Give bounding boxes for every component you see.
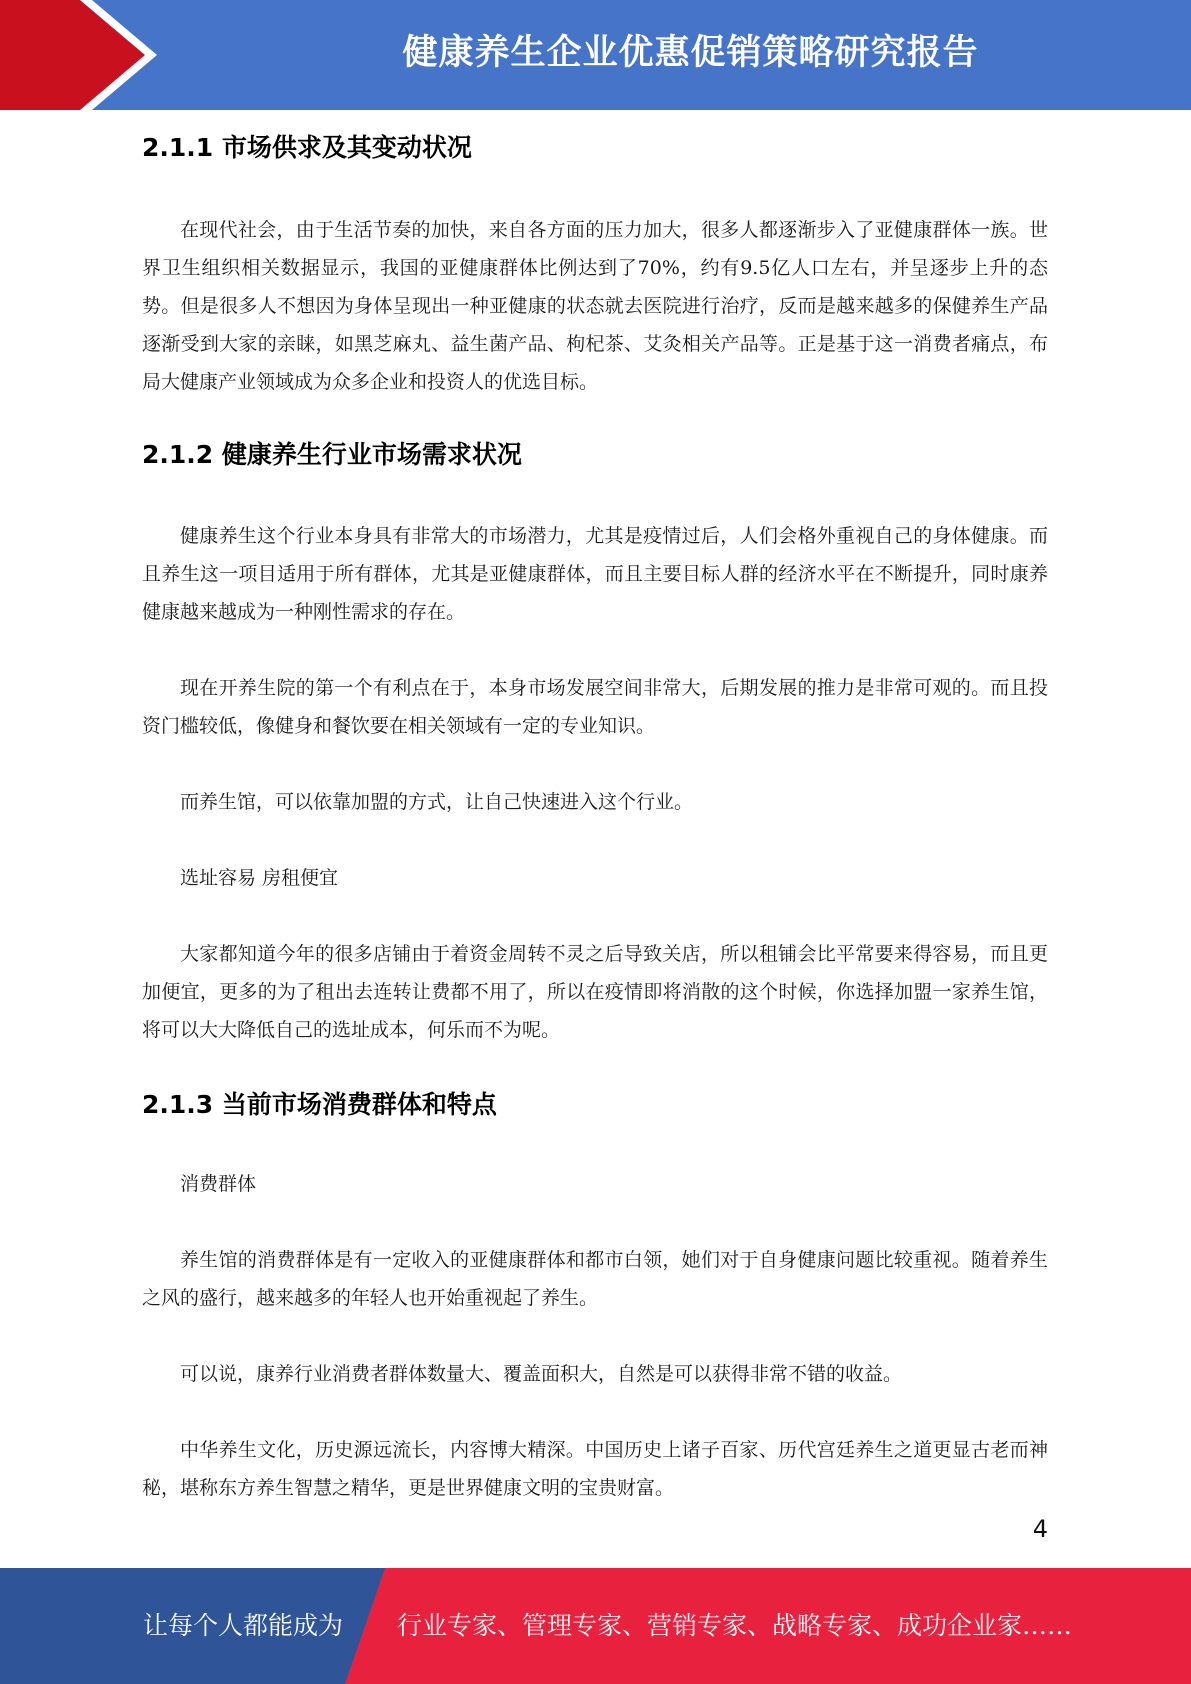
footer-slogan-right: 行业专家、管理专家、营销专家、战略专家、成功企业家…… [397,1611,1073,1640]
document-title: 健康养生企业优惠促销策略研究报告 [402,33,979,73]
page-footer [0,1568,1191,1684]
paragraph: 在现代社会，由于生活节奏的加快，来自各方面的压力加大，很多人都逐渐步入了亚健康群体一族。世界卫生组织相关数据显示，我国的亚健康群体比例达到了70%，约有9.5亿人口左右，并呈逐步上升的态势。但是很多人不想因为身体呈现出一种亚健康的状态就去医院进行治疗，反而是越来越多的保健养生产品逐渐受到大家的亲睐，如黑芝麻丸、益生菌产品、枸杞茶、艾灸相关产品等。正是基于这一消费者痛点，布局大健康产业领域成为众多企业和投资人的优选目标。 [142,219,1048,393]
footer-slogan-left: 让每个人都能成为 [143,1611,344,1640]
section-heading-2-1-1: 2.1.1 市场供求及其变动状况 [142,133,472,162]
page-header [0,0,1191,110]
paragraph: 中华养生文化，历史源远流长，内容博大精深。中国历史上诸子百家、历代宫廷养生之道更显古老而神秘，堪称东方养生智慧之精华，更是世界健康文明的宝贵财富。 [142,1439,1048,1499]
paragraph: 可以说，康养行业消费者群体数量大、覆盖面积大，自然是可以获得非常不错的收益。 [180,1363,903,1385]
paragraph: 现在开养生院的第一个有利点在于，本身市场发展空间非常大，后期发展的推力是非常可观的。而且投资门槛较低，像健身和餐饮要在相关领域有一定的专业知识。 [142,677,1048,737]
paragraph: 大家都知道今年的很多店铺由于着资金周转不灵之后导致关店，所以租铺会比平常要来得容易，而且更加便宜，更多的为了租出去连转让费都不用了，所以在疫情即将消散的这个时候，你选择加盟一家养生馆，将可以大大降低自己的选址成本，何乐而不为呢。 [142,943,1048,1041]
page-number: 4 [1032,1515,1048,1543]
section-heading-2-1-2: 2.1.2 健康养生行业市场需求状况 [142,440,522,469]
paragraph: 消费群体 [180,1173,257,1195]
section-heading-2-1-3: 2.1.3 当前市场消费群体和特点 [142,1090,497,1119]
paragraph: 健康养生这个行业本身具有非常大的市场潜力，尤其是疫情过后，人们会格外重视自己的身体健康。而且养生这一项目适用于所有群体，尤其是亚健康群体，而且主要目标人群的经济水平在不断提升，同时康养健康越来越成为一种刚性需求的存在。 [142,525,1048,623]
paragraph: 养生馆的消费群体是有一定收入的亚健康群体和都市白领，她们对于自身健康问题比较重视。随着养生之风的盛行，越来越多的年轻人也开始重视起了养生。 [142,1249,1048,1309]
paragraph: 而养生馆，可以依靠加盟的方式，让自己快速进入这个行业。 [180,791,694,813]
paragraph: 选址容易 房租便宜 [180,867,339,889]
